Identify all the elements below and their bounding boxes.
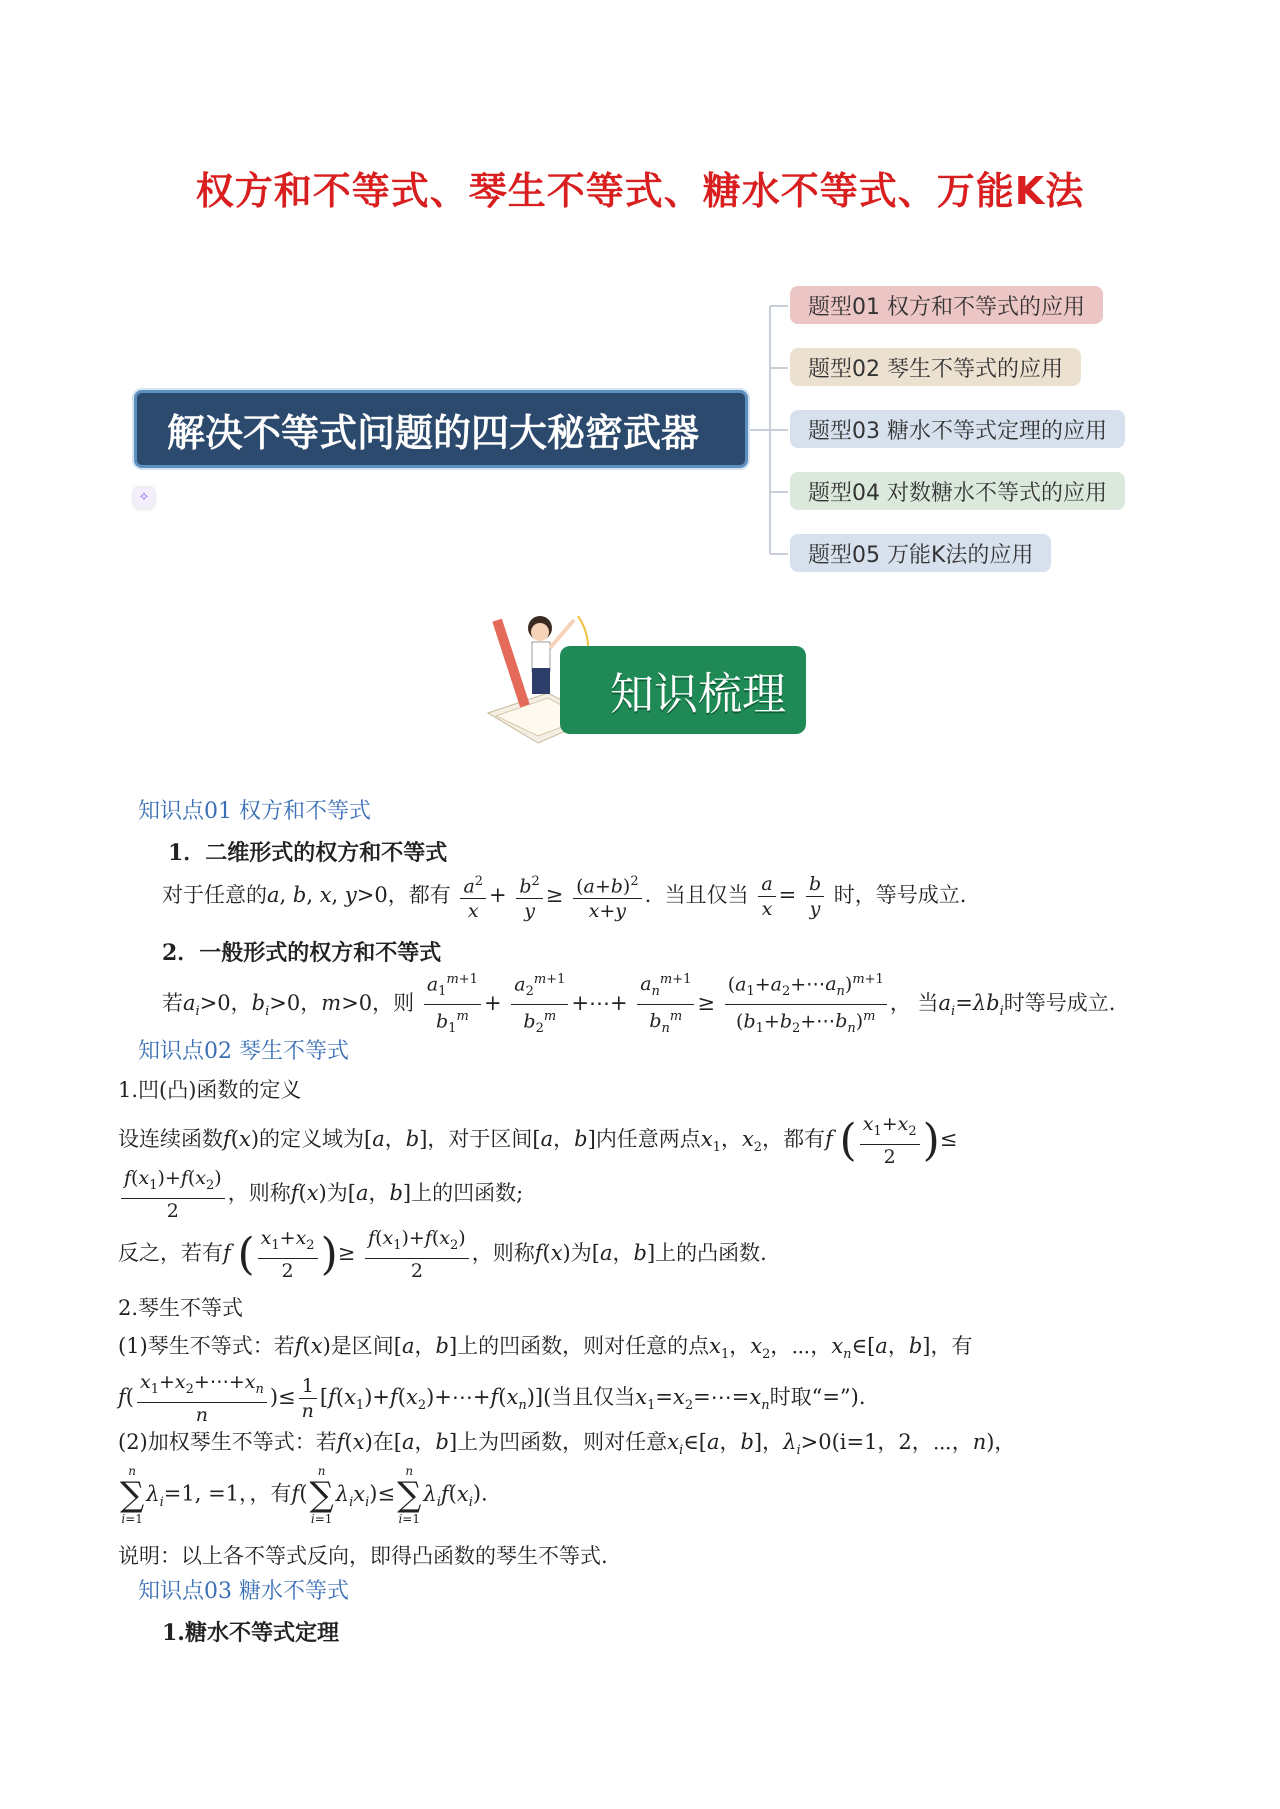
kp02-jensen-line2: f( $\frac{x_1+x_2+\cdots+x_n}{n}$ )≤ $\frac{1}{n}$ $[f(x_1)+f(x_2)+\cdots+f(x_n)]$(当且仅当$x_1=x_2=\cdots=x_n$时取“=”). — [118, 1371, 866, 1426]
kp01-heading: 知识点01 权方和不等式 — [138, 799, 371, 824]
kp01-s1-title: 1．二维形式的权方和不等式 — [168, 840, 448, 866]
kp03-s1-title: 1.糖水不等式定理 — [162, 1620, 339, 1646]
branch-type01[interactable]: 题型01 权方和不等式的应用 — [790, 286, 1103, 324]
kp01-s2-formula: 若$a_i>0$，$b_i>0$，m>0，则 $\frac{a_1^{m+1}}{b_1^m}$ + $\frac{a_2^{m+1}}{b_2^m}$ +⋯+ $\frac{a_n^{m+1}}{b_n^m}$ ≥ $\frac{(a_1+a_2+\cdots a_n)^{m+1}}{(b_1+b_2+\cdots b_n)^m}$ ， 当$a_i=\lambda b_i$时等号成立. — [162, 968, 1115, 1041]
kp02-def-title: 1.凹(凸)函数的定义 — [118, 1078, 302, 1102]
kp02-def-line2: $\frac{f(x_1)+f(x_2)}{2}$ ，则称f(x)为[a，b]上的凹函数; — [118, 1166, 523, 1223]
sparkle-icon[interactable]: ✧ — [134, 488, 154, 508]
kp02-jensen-title: 2.琴生不等式 — [118, 1296, 244, 1320]
kp02-def-line3: 反之，若有f ( $\frac{x_1+x_2}{2}$ )≥ $\frac{f(x_1)+f(x_2)}{2}$ ，则称f(x)为[a，b]上的凸函数. — [118, 1227, 767, 1282]
section-badge: 知识梳理 — [560, 646, 806, 734]
branch-type02[interactable]: 题型02 琴生不等式的应用 — [790, 348, 1081, 386]
kp02-jensen-line1: (1)琴生不等式：若f(x)是区间[a，b]上的凹函数，则对任意的点$x_1$，$x_2$，⋯，$x_n\in[a$，b]，有 — [118, 1334, 973, 1363]
kp02-heading: 知识点02 琴生不等式 — [138, 1039, 349, 1064]
branch-type04[interactable]: 题型04 对数糖水不等式的应用 — [790, 472, 1125, 510]
kp02-note: 说明：以上各不等式反向，即得凸函数的琴生不等式. — [118, 1544, 608, 1568]
kp03-heading: 知识点03 糖水不等式 — [138, 1579, 349, 1604]
kp01-s2-title: 2．一般形式的权方和不等式 — [162, 940, 442, 966]
branch-type03[interactable]: 题型03 糖水不等式定理的应用 — [790, 410, 1125, 448]
kp02-weighted-line1: (2)加权琴生不等式：若f(x)在[a，b]上为凹函数，则对任意$x_i\in[a$，b]，$\lambda_i>0(i=1$，2，⋯，n)， — [118, 1430, 1016, 1459]
mindmap-hub: 解决不等式问题的四大秘密武器 — [134, 390, 748, 468]
kp01-s1-formula: 对于任意的a, b, x, y>0，都有 $\frac{a^2}{x}$ + $\frac{b^2}{y}$ ≥ $\frac{(a+b)^2}{x+y}$ . 当且仅当 $\frac{a}{x}$ = $\frac{b}{y}$ 时，等号成立. — [162, 870, 966, 923]
page-title: 权方和不等式、琴生不等式、糖水不等式、万能K法 — [195, 169, 1085, 213]
kp02-weighted-line2: n ∑ $i=1\lambda_i=1$, =1，，有f(n ∑ $i=1\lambda_ix_i)\le n$ ∑ $i=1\lambda_if(x_i)$. — [120, 1464, 488, 1526]
kp02-def-line1: 设连续函数f(x)的定义域为[a，b]，对于区间[a，b]内任意两点$x_1$，$x_2$，都有f ( $\frac{x_1+x_2}{2}$ )≤ — [118, 1113, 958, 1168]
branch-type05[interactable]: 题型05 万能K法的应用 — [790, 534, 1051, 572]
